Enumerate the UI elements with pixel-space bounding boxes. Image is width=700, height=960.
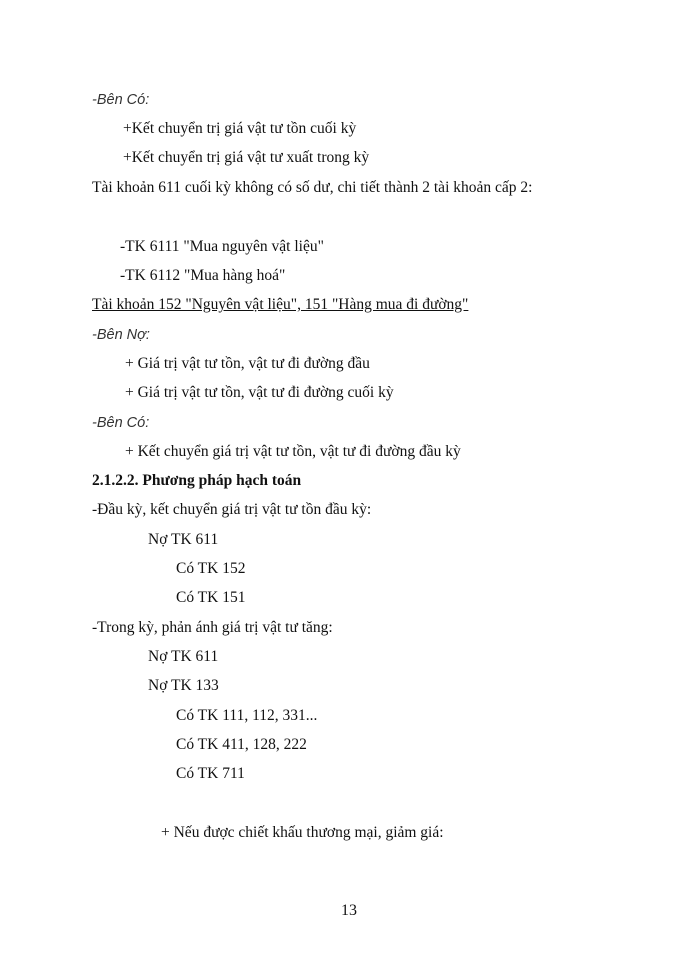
entry-line: Nợ TK 611 <box>148 531 219 548</box>
list-item: + Giá trị vật tư tồn, vật tư đi đường đầu <box>125 355 370 372</box>
paragraph: Tài khoản 611 cuối kỳ không có số dư, chi tiết thành 2 tài khoản cấp 2: <box>92 179 533 196</box>
list-item: +Kết chuyển trị giá vật tư xuất trong kỳ <box>123 149 370 166</box>
list-item: -TK 6111 "Mua nguyên vật liệu" <box>120 238 324 255</box>
paragraph: -Đầu kỳ, kết chuyển giá trị vật tư tồn đầu kỳ: <box>92 501 372 518</box>
list-item: +Kết chuyển trị giá vật tư tồn cuối kỳ <box>123 120 357 137</box>
list-item: + Kết chuyển giá trị vật tư tồn, vật tư đi đường đầu kỳ <box>125 443 461 460</box>
list-item: + Nếu được chiết khấu thương mại, giảm giá: <box>161 824 444 841</box>
credit-side-heading: -Bên Có: <box>92 415 150 431</box>
section-heading: 2.1.2.2. Phương pháp hạch toán <box>92 472 302 489</box>
entry-line: Có TK 152 <box>176 560 246 577</box>
entry-line: Có TK 111, 112, 331... <box>176 707 318 724</box>
entry-line: Nợ TK 133 <box>148 677 219 694</box>
list-item: -TK 6112 "Mua hàng hoá" <box>120 267 286 284</box>
entry-line: Có TK 711 <box>176 765 245 782</box>
paragraph: -Trong kỳ, phản ánh giá trị vật tư tăng: <box>92 619 333 636</box>
debit-side-heading: -Bên Nợ: <box>92 327 150 343</box>
account-heading: Tài khoản 152 "Nguyên vật liệu", 151 "Hàng mua đi đường" <box>92 296 469 313</box>
entry-line: Nợ TK 611 <box>148 648 219 665</box>
page-number: 13 <box>341 902 357 919</box>
list-item: + Giá trị vật tư tồn, vật tư đi đường cuối kỳ <box>125 384 394 401</box>
entry-line: Có TK 151 <box>176 589 246 606</box>
entry-line: Có TK 411, 128, 222 <box>176 736 307 753</box>
credit-side-heading: -Bên Có: <box>92 92 150 108</box>
